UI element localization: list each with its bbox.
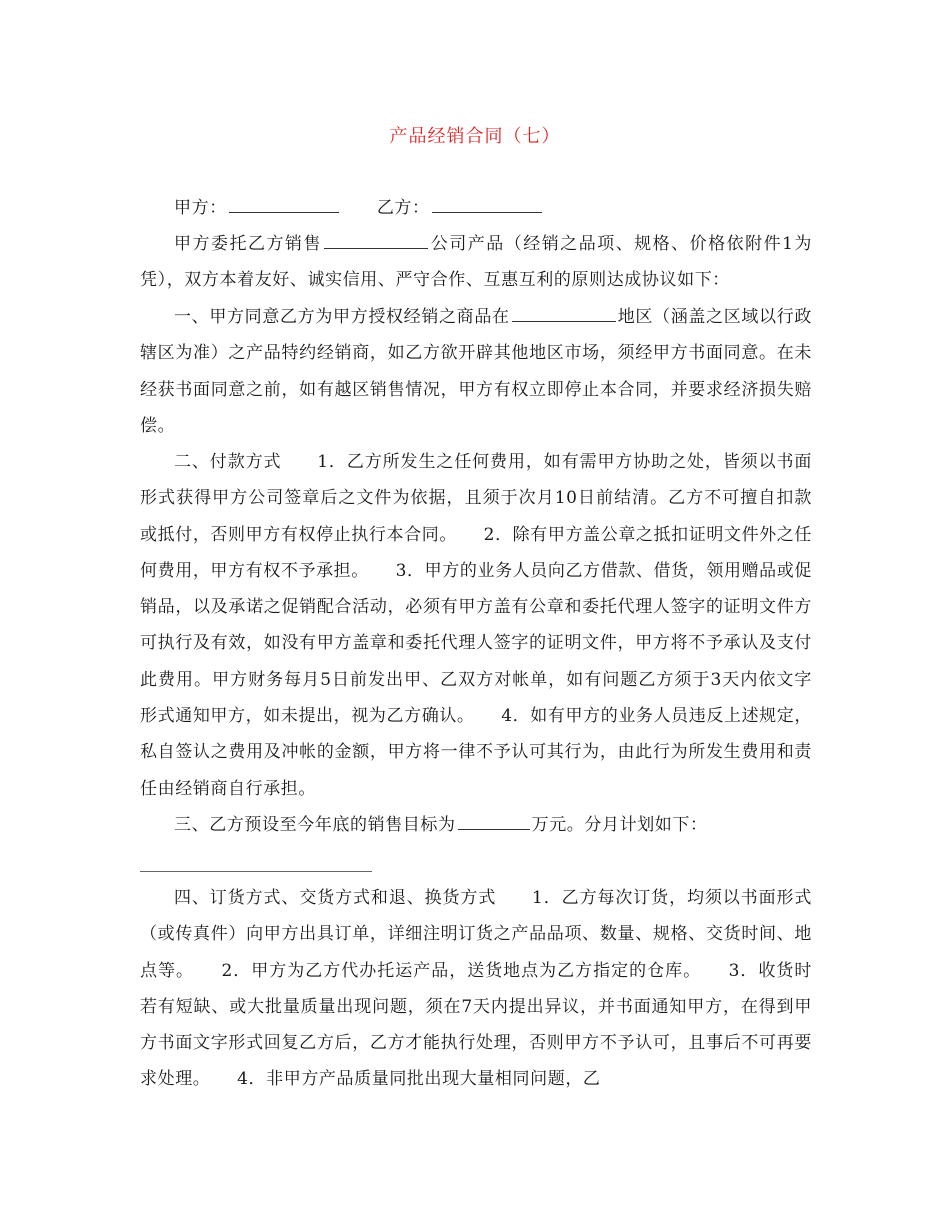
party-b-blank [432,194,542,213]
intro-text-1: 甲方委托乙方销售 [174,234,322,254]
sales-target-blank [458,811,530,830]
clause-3-text-2: 万元。分月计划如下： [531,815,708,835]
party-a-blank [229,194,339,213]
clause-1-text-1: 一、甲方同意乙方为甲方授权经销之商品在 [174,307,510,327]
clause-3 [140,807,812,843]
clause-1 [140,299,812,444]
product-company-blank [324,230,428,249]
clause-1-text-2: 地区（涵盖之区域以行政辖区为准）之产品特约经销商，如乙方欲开辟其他地区市场，须经甲方书面同意。在未经获书面同意之前，如有越区销售情况，甲方有权立即停止本合同，并要求经济损失赔偿。 [140,307,812,436]
intro-text-2: 公司产品（经销之品项、规格、价格依附件1为凭），双方本着友好、诚实信用、严守合作、互惠互利的原则达成协议如下： [140,234,812,291]
clause-4: 四、订货方式、交货方式和退、换货方式 1．乙方每次订货，均须以书面形式（或传真件）向甲方出具订单，详细注明订货之产品品项、数量、规格、交货时间、地点等。 2．甲方为乙方代办托运产品，送货地点为乙方指定的仓库。 3．收货时若有短缺、或大批量质量出现问题，须在7天内提出异议，并书面通知甲方，在得到甲方书面文字形式回复乙方后，乙方才能执行处理，否则甲方不予认可，且事后不可再要求处理。 4．非甲方产品质量同批出现大量相同问题，乙 [140,888,812,1090]
clause-3-text-1: 三、乙方预设至今年底的销售目标为 [174,815,456,835]
parties-line [140,190,812,226]
region-blank [512,303,616,322]
document-title: 产品经销合同（七） [389,126,561,147]
monthly-plan-rule [140,871,372,872]
party-a-label: 甲方： [174,198,227,218]
clause-2: 二、付款方式 1．乙方所发生之任何费用，如有需甲方协助之处，皆须以书面形式获得甲方公司签章后之文件为依据，且须于次月10日前结清。乙方不可擅自扣款或抵付，否则甲方有权停止执行本合同。 2．除有甲方盖公章之抵扣证明文件外之任何费用，甲方有权不予承担。 3．甲方的业务人员向乙方借款、借货，领用赠品或促销品，以及承诺之促销配合活动，必须有甲方盖有公章和委托代理人签字的证明文件方可执行及有效，如没有甲方盖章和委托代理人签字的证明文件，甲方将不予承认及支付此费用。甲方财务每月5日前发出甲、乙双方对帐单，如有问题乙方须于3天内依文字形式通知甲方，如未提出，视为乙方确认。 4．如有甲方的业务人员违反上述规定，私自签认之费用及冲帐的金额，甲方将一律不予认可其行为，由此行为所发生费用和责任由经销商自行承担。 [140,452,812,799]
intro-paragraph [140,226,812,299]
party-b-label: 乙方： [376,198,430,218]
